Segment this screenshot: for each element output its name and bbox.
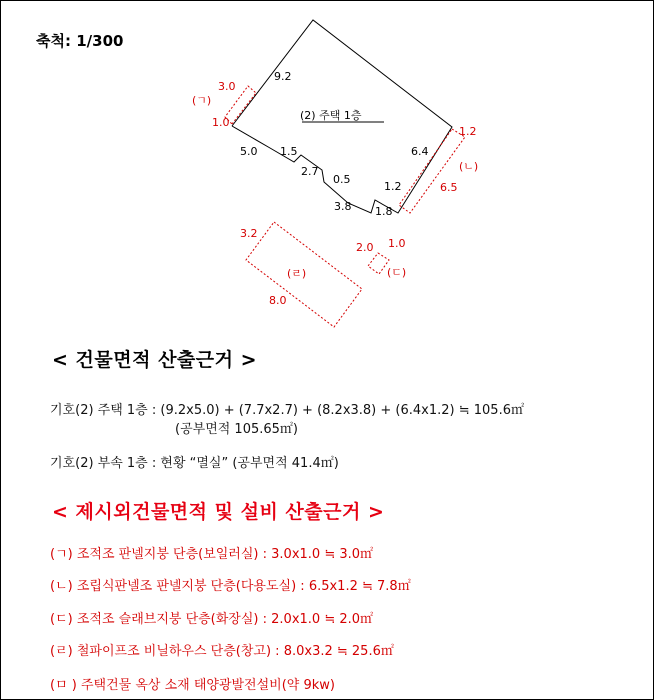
annex-c-mark: (ㄷ) <box>387 266 407 279</box>
extra-item-b: (ㄴ) 조립식판넬조 판넬지붕 단층(다용도실) : 6.5x1.2 ≒ 7.8㎡ <box>50 579 411 594</box>
extra-item-d: (ㄹ) 철파이프조 비닐하우스 단층(창고) : 8.0x3.2 ≒ 25.6㎡ <box>50 644 394 659</box>
annex-a-mark: (ㄱ) <box>192 94 212 107</box>
annex-b-length: 6.5 <box>440 181 458 194</box>
extra-item-c: (ㄷ) 조적조 슬래브지붕 단층(화장실) : 2.0x1.0 ≒ 2.0㎡ <box>50 612 374 627</box>
dim-1-2: 1.2 <box>384 180 402 193</box>
annex-b-outline <box>399 129 465 213</box>
scale-text: 축척 <box>36 32 65 50</box>
annex-c-width: 2.0 <box>356 241 374 254</box>
annex-d-mark: (ㄹ) <box>287 267 307 280</box>
extra-item-e: (ㅁ ) 주택건물 옥상 소재 태양광발전설비(약 9kw) <box>50 678 335 693</box>
dim-9-2: 9.2 <box>274 70 292 83</box>
extra-item-a: (ㄱ) 조적조 판넬지붕 단층(보일러실) : 3.0x1.0 ≒ 3.0㎡ <box>50 547 374 562</box>
dim-0-5: 0.5 <box>333 173 351 186</box>
house-registered-area: (공부면적 105.65㎡) <box>175 422 298 437</box>
dim-2-7: 2.7 <box>301 165 319 178</box>
house-area-line: 기호(2) 주택 1층 : (9.2x5.0) + (7.7x2.7) + (8.2x3.8) + (6.4x1.2) ≒ 105.6㎡ <box>50 403 524 418</box>
annex-area-line: 기호(2) 부속 1층 : 현황 “멸실” (공부면적 41.4㎡) <box>50 456 339 471</box>
annex-b-width: 1.2 <box>459 125 477 138</box>
annex-d-length: 8.0 <box>269 294 287 307</box>
annex-a-length: 3.0 <box>218 80 236 93</box>
scale-value: 1/300 <box>76 32 124 50</box>
building-area-heading: < 건물면적 산출근거 > <box>52 349 258 371</box>
annex-b-mark: (ㄴ) <box>459 160 479 173</box>
floor-plan-drawing <box>0 0 654 340</box>
scale-colon: : <box>64 32 77 50</box>
annex-d-width: 3.2 <box>240 227 258 240</box>
annex-c-height: 1.0 <box>388 237 406 250</box>
dim-6-4: 6.4 <box>411 145 429 158</box>
annex-a-width: 1.0 <box>212 116 230 129</box>
dim-1-5: 1.5 <box>280 145 298 158</box>
dim-5-0: 5.0 <box>240 145 258 158</box>
dim-1-8: 1.8 <box>375 205 393 218</box>
annex-c-outline <box>368 253 389 274</box>
main-title: (2) 주택 1층 <box>300 109 362 122</box>
dim-3-8: 3.8 <box>334 200 352 213</box>
extra-building-heading: < 제시외건물면적 및 설비 산출근거 > <box>52 501 385 523</box>
